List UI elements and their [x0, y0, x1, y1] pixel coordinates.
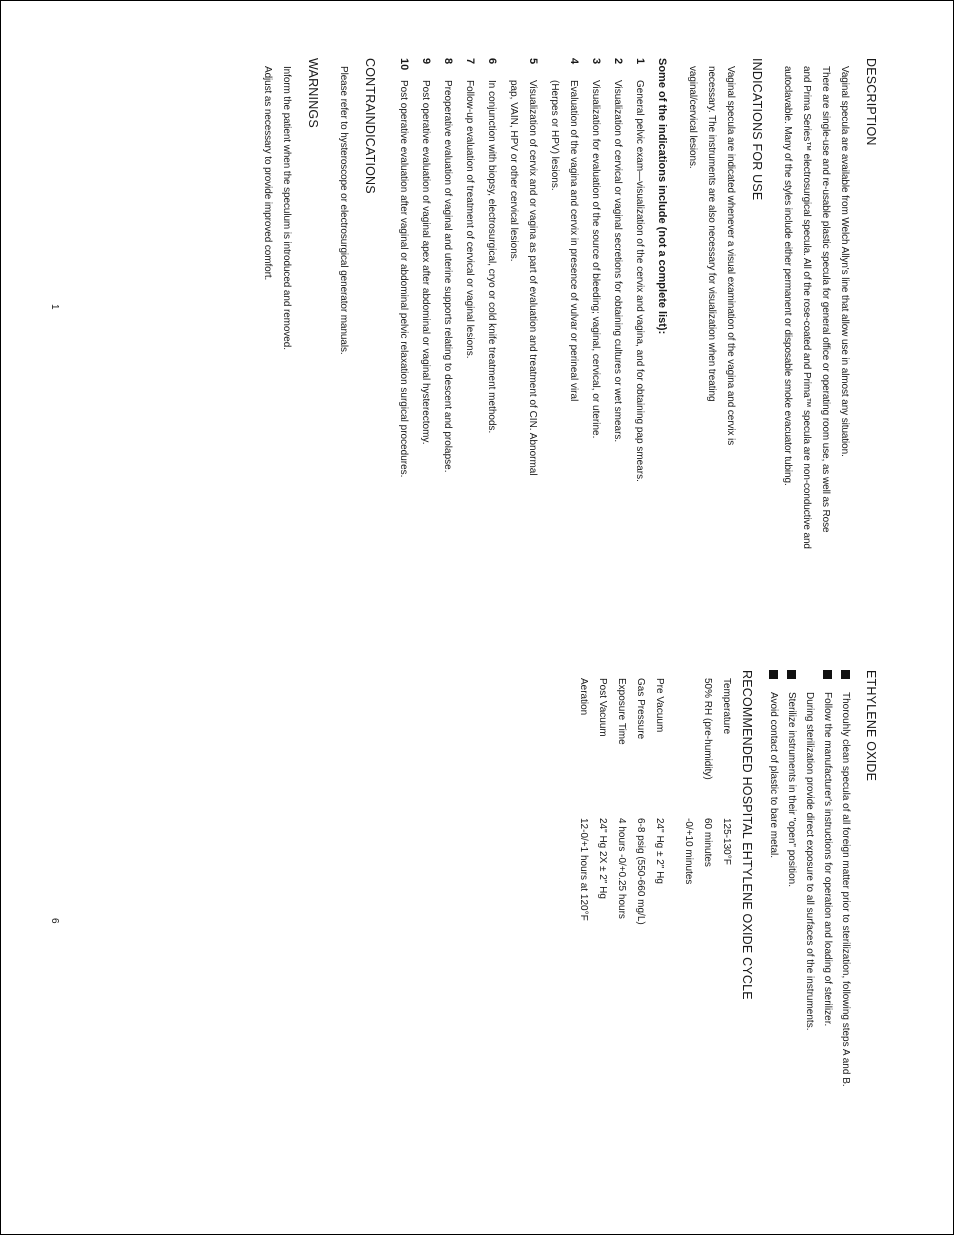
- cycle-param: Exposure Time: [616, 678, 627, 745]
- list-item-number: 4: [568, 58, 580, 65]
- indications-line: vaginal/cervical lesions.: [687, 66, 698, 169]
- cycle-value: 6-8 psig (550-660 mg/L): [635, 818, 646, 925]
- list-item: [586, 58, 605, 618]
- cycle-heading: RECOMMENDED HOSPITAL EHTYLENE OXIDE CYCLE: [740, 670, 754, 1000]
- list-item: [460, 58, 479, 618]
- list-item-text: Avoid contact of plastic to bare metal.: [768, 692, 779, 859]
- list-item: [394, 58, 413, 618]
- list-item: [504, 58, 542, 618]
- list-item: [608, 58, 627, 618]
- page-number: 1: [49, 304, 60, 310]
- list-item-text: Post operative evaluation after vaginal or abdominal pelvic relaxation surgical procedures.: [398, 80, 409, 478]
- list-item-number: 10: [398, 58, 410, 71]
- cycle-value: 125-130°F: [721, 818, 732, 865]
- list-item: [545, 58, 583, 618]
- warnings-line: Inform the patient when the speculum is introduced and removed.: [281, 66, 292, 350]
- contraindications-heading: CONTRAINDICATIONS: [363, 58, 377, 194]
- table-row: [698, 678, 717, 925]
- description-heading: DESCRIPTION: [864, 58, 878, 146]
- square-bullet-icon: [823, 670, 832, 679]
- list-item-text: General pelvic exam—visualization of the cervix and vagina, and for obtaining pap smears.: [634, 80, 645, 482]
- list-item-number: 5: [527, 58, 539, 65]
- cycle-value: -0/+10 minutes: [683, 818, 694, 885]
- table-row: [593, 678, 612, 925]
- list-item-text: During sterilization provide direct exposure to all surfaces of the instruments.: [804, 692, 815, 1031]
- contraindications-line: Please refer to hysteroscope or electrosurgical generator manuals.: [338, 66, 349, 355]
- description-body: [778, 58, 854, 618]
- table-row: [612, 678, 631, 925]
- list-item: [800, 670, 836, 1230]
- cycle-value: 12-0/+1 hours at 120°F: [578, 818, 589, 921]
- list-item-number: 2: [612, 58, 624, 65]
- table-row: [650, 678, 669, 925]
- cycle-param: Temperature: [721, 678, 732, 735]
- list-item-text: Post operative evaluation of vaginal apex after abdominal or vaginal hysterectomy.: [420, 80, 431, 445]
- list-item-text: Visualization for evaluation of the source of bleeding; vaginal, cervical, or uterine.: [590, 80, 601, 439]
- list-item-text: Follow-up evaluation of treatment of cervical or vaginal lesions.: [464, 80, 475, 359]
- cycle-param: Gas Pressure: [635, 678, 646, 740]
- indications-list: [394, 58, 649, 618]
- description-line: Vaginal specula are available from Welch Allyn's line that allow use in almost any situation.: [839, 66, 850, 457]
- cycle-param: [679, 678, 698, 818]
- list-item-number: 3: [590, 58, 602, 65]
- list-item: [438, 58, 457, 618]
- list-item-text: Preoperative evaluation of vaginal and uterine supports relating to descent and prolapse.: [442, 80, 453, 473]
- cycle-value: 60 minutes: [702, 818, 713, 867]
- list-item-text: Thorouhly clean specula of all foreign matter prior to sterilization, following steps A and B.: [840, 692, 851, 1087]
- list-item-number: 7: [464, 58, 476, 65]
- description-line: autoclavable. Many of the styles include either permanent or disposable smoke evacuator tubing.: [782, 66, 793, 486]
- cycle-value: 24" Hg 2X ± 2" Hg: [597, 818, 608, 899]
- list-item-text: (Herpes or HPV) lesions.: [549, 80, 560, 191]
- list-item-text: Visualization of cervix and or vagina as part of evaluation and treatment of CIN. Abnormal: [527, 80, 538, 476]
- indications-list-heading: Some of the indications include (not a complete list):: [656, 58, 668, 335]
- warnings-heading: WARNINGS: [306, 58, 320, 128]
- page-1-column: [258, 58, 878, 618]
- list-item: [764, 670, 782, 1230]
- list-item: [482, 58, 501, 618]
- list-item: [416, 58, 435, 618]
- warnings-line: Adjust as necessary to provide improved comfort.: [262, 66, 273, 281]
- list-item-number: 9: [420, 58, 432, 65]
- page-6: [0, 618, 954, 1235]
- description-line: There are single-use and re-usable plastic specula for general office or operating room use, as well as Rose: [820, 66, 831, 533]
- list-item-text: Evaluation of the vagina and cervix in presence of vulvar or perineal viral: [568, 80, 579, 402]
- list-item-text: Visualization of cervical or vaginal secretions for obtaining cultures or wet smears.: [612, 80, 623, 443]
- indications-line: necessary. The instruments are also necessary for visualization when treating: [706, 66, 717, 402]
- table-row: [574, 678, 593, 925]
- page-number: 6: [49, 918, 60, 924]
- table-row: [717, 678, 736, 925]
- cycle-param: Aeration: [578, 678, 589, 716]
- list-item-text: Follow the manufacturer's instructions for operation and loading of sterilizer.: [822, 692, 833, 1027]
- list-item-number: 6: [486, 58, 498, 65]
- list-item-text: In conjunction with biopsy, electrosurgical, cryo or cold knife treatment methods.: [486, 80, 497, 434]
- square-bullet-icon: [787, 670, 796, 679]
- table-row: [631, 678, 650, 925]
- table-row: [679, 678, 698, 925]
- list-item-text: pap, VAIN, HPV or other cervical lesions.: [508, 80, 519, 262]
- warnings-body: [258, 58, 296, 618]
- list-item: [782, 670, 800, 1230]
- list-item-number: 1: [634, 58, 646, 65]
- cycle-param: Post Vacuum: [597, 678, 608, 737]
- cycle-value: 24" Hg ± 2" Hg: [654, 818, 665, 884]
- list-item-text: Sterilize instruments in their "open" position.: [786, 692, 797, 887]
- cycle-table: [574, 678, 736, 925]
- description-line: and Prima Series™ electrosurgical specula. All of the rose-coated and Prima™ specula are non-conductive and: [801, 66, 812, 549]
- cycle-param: 50% RH (pre-humidity): [702, 678, 713, 780]
- list-item-number: 8: [442, 58, 454, 65]
- cycle-param: Pre Vacuum: [654, 678, 665, 733]
- indications-heading: INDICATIONS FOR USE: [750, 58, 764, 201]
- list-item: [836, 670, 854, 1230]
- page-6-column: [574, 670, 878, 1230]
- square-bullet-icon: [769, 670, 778, 679]
- ethylene-oxide-heading: ETHYLENE OXIDE: [864, 670, 878, 782]
- square-bullet-icon: [841, 670, 850, 679]
- contraindications-body: [334, 58, 353, 618]
- indications-line: Vaginal specula are indicated whenever a visual examination of the vagina and cervix is: [725, 66, 736, 446]
- page-1: [0, 0, 954, 617]
- indications-body: [683, 58, 740, 618]
- ethylene-oxide-list: [764, 670, 854, 1230]
- cycle-value: 4 hours -0/+0.25 hours: [616, 818, 627, 919]
- list-item: [630, 58, 649, 618]
